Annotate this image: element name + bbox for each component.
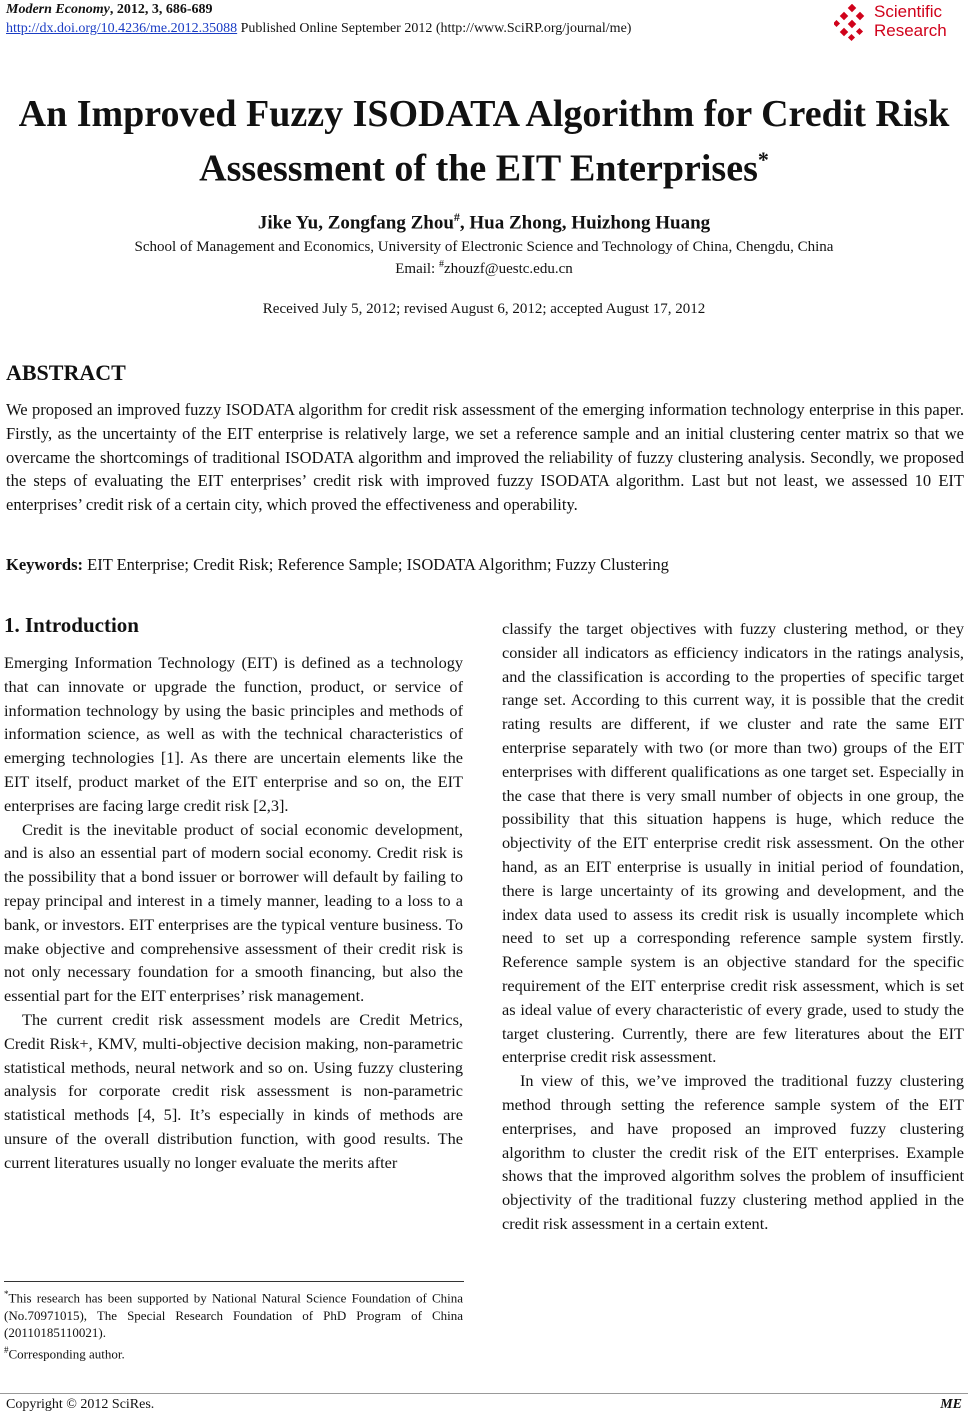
footnotes	[4, 1286, 463, 1363]
authors: Jike Yu, Zongfang Zhou#, Hua Zhong, Huizhong Huang	[257, 210, 711, 234]
keywords	[6, 555, 669, 575]
footnote-funding: *This research has been supported by National Natural Science Foundation of China (No.70971015), The Special Research Foundation of PhD Program of China (20110185110021).	[4, 1289, 463, 1341]
keywords-text: EIT Enterprise; Credit Risk; Reference Sample; ISODATA Algorithm; Fuzzy Clustering	[83, 555, 669, 574]
journal-header	[6, 2, 213, 18]
title-line-2: Assessment of the EIT Enterprises*	[199, 147, 769, 190]
email-line: Email: #zhouzf@uestc.edu.cn	[395, 259, 573, 277]
journal-abbreviation: ME	[940, 1397, 962, 1412]
received-dates: Received July 5, 2012; revised August 6, 2012; accepted August 17, 2012	[262, 301, 706, 317]
right-column	[502, 617, 964, 1236]
section-heading-introduction: 1. Introduction	[4, 613, 139, 637]
logo-line-2: Research	[874, 21, 947, 40]
logo-line-1: Scientific	[874, 2, 943, 21]
intro-paragraph-2: Credit is the inevitable product of social economic development, and is also an essential part of modern social economy. Credit risk is the possibility that a bond issuer or borrower will default by failing to repay principal and interest in a timely manner, leading to a loss to a bank, or investors. EIT enterprises are the typical venture business. To make objective and comprehensive assessment of their credit risk is not only necessary foundation for a smooth financing, but also the essential part for the EIT enterprises’ risk management.	[4, 819, 463, 1006]
keywords-label: Keywords:	[6, 555, 83, 574]
doi-link[interactable]: http://dx.doi.org/10.4236/me.2012.35088	[6, 21, 238, 36]
footnote-divider	[4, 1281, 464, 1282]
logo-mark-icon	[834, 4, 872, 42]
title-line-1: An Improved Fuzzy ISODATA Algorithm for Credit Risk	[18, 93, 950, 135]
intro-paragraph-5: In view of this, we’ve improved the traditional fuzzy clustering method through setting the reference sample system of the EIT enterprises, and have proposed an improved fuzzy clustering algorithm to cluster the credit risk of the EIT enterprises. Example shows that the improved algorithm solves the problem of insufficient objectivity of the traditional fuzzy clustering method applied in the credit risk assessment in a certain extent.	[502, 1071, 964, 1233]
footer-divider	[0, 1393, 968, 1394]
corresponding-mark: #	[453, 210, 460, 224]
left-column	[4, 651, 463, 1175]
intro-paragraph-3: The current credit risk assessment models are Credit Metrics, Credit Risk+, KMV, multi-objective decision making, non-parametric statistical methods, neural network and so on. Using fuzzy clustering analysis for corporate credit risk assessment is non-parametric statistical methods [4, 5]. It’s especially in kinds of methods are unsure of the overall distribution function, with good results. The current literatures usually no longer evaluate the merits after	[4, 1009, 463, 1172]
intro-paragraph-1: Emerging Information Technology (EIT) is defined as a technology that can innovate or upgrade the function, product, or service of information technology by using the basic principles and methods of information science, as well as with the technical characteristics of emerging technologies [1]. As there are uncertain elements like the EIT itself, product market of the EIT enterprise and so on, the EIT enterprises are facing large credit risk [2,3].	[4, 653, 463, 815]
publisher-logo	[834, 2, 964, 44]
email-address: zhouzf@uestc.edu.cn	[443, 261, 573, 277]
published-text: Published Online September 2012 (http://www.SciRP.org/journal/me)	[237, 21, 632, 36]
affiliation: School of Management and Economics, University of Electronic Science and Technology of China, Chengdu, China	[134, 239, 834, 255]
journal-info: , 2012, 3, 686-689	[109, 2, 213, 17]
intro-paragraph-4: classify the target objectives with fuzzy clustering method, or they consider all indicators as efficiency indicators in the ratings analysis, and the classification is according to the properties of specific target range set. According to this current way, it is possible that the credit rating results are different, if we cluster and rate the same EIT enterprise separately with two (or more than two) groups of the EIT enterprises with different qualifications as one target set. Especially in the case that there is very small number of objects in one group, the possibility that this situation happens is huge, which reduce the objectivity of the EIT enterprise credit risk assessment. On the other hand, as an EIT enterprise is usually in initial period of foundation, there is large uncertainty of its growing and development, and the index data used to assess its credit risk is usually incomplete which need to set up a corresponding reference sample system firstly. Reference sample system is an objective standard for the specific requirement of the EIT enterprise credit risk assessment, which is set as ideal value of every characteristic of every grade, used to study the target clustering. Currently, there are few literatures about the EIT enterprise credit risk assessment.	[502, 619, 964, 1067]
abstract-heading: ABSTRACT	[6, 360, 126, 385]
paper-title	[0, 92, 968, 192]
footnote-corresponding: #Corresponding author.	[4, 1344, 125, 1362]
title-footnote-mark: *	[757, 147, 769, 172]
journal-name: Modern Economy	[6, 2, 110, 17]
abstract-text: We proposed an improved fuzzy ISODATA algorithm for credit risk assessment of the emerging information technology enterprise in this paper. Firstly, as the uncertainty of the EIT enterprise is relatively large, we set a reference sample and an initial clustering center matrix so that we overcame the shortcomings of traditional ISODATA algorithm and improved the reliability of fuzzy clustering analysis. Secondly, we proposed the steps of evaluating the EIT enterprises’ credit risk with improved fuzzy ISODATA algorithm. Last but not least, we assessed 10 EIT enterprises’ credit risk of a certain city, which proved the effectiveness and operability.	[6, 400, 964, 515]
logo-text	[874, 2, 947, 40]
copyright: Copyright © 2012 SciRes.	[6, 1397, 155, 1412]
publication-line	[6, 21, 631, 37]
